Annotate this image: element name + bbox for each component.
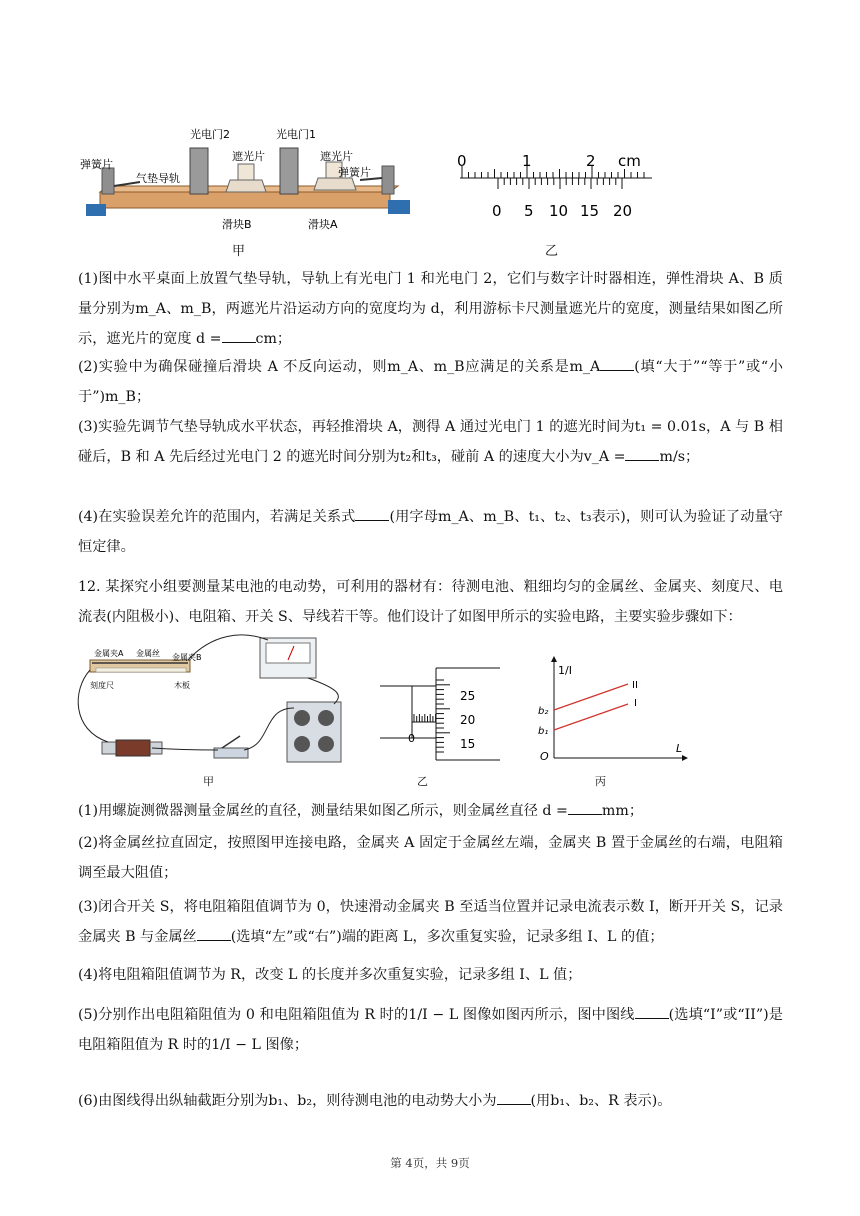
q12-step1: (1)用螺旋测微器测量金属丝的直径，测量结果如图乙所示，则金属丝直径 d = mm； — [78, 796, 783, 826]
q12-step4: (4)将电阻箱阻值调节为 R，改变 L 的长度并多次重复实验，记录多组 I、L 值； — [78, 967, 582, 983]
blank-q11-2[interactable] — [600, 356, 634, 371]
q12-step3: (3)闭合开关 S，将电阻箱阻值调节为 0，快速滑动金属夹 B 至适当位置并记录电流表示数 I，断开开关 S，记录金属夹 B 与金属丝 (选填“左”或“右”)端的距离 L，多次重复实验，记录多组 I、L 的值； — [78, 899, 783, 945]
sleeve-scale-ticks — [414, 714, 436, 722]
blank-q11-1[interactable] — [222, 328, 256, 343]
y-axis-label: 1/I — [558, 664, 572, 677]
q11-part2: (2)实验中为确保碰撞后滑块 A 不反向运动，则m_A、m_B应满足的关系是m_A (填“大于”“等于”或“小于”)m_B； — [78, 352, 783, 412]
main-unit: cm — [618, 152, 641, 170]
label-spring-right: 弹簧片 — [338, 166, 371, 179]
blank-q12-5[interactable] — [635, 1004, 669, 1019]
caption-q12-bing: 丙 — [595, 775, 606, 788]
line-I-label: I — [634, 698, 637, 709]
blank-q12-3[interactable] — [197, 926, 231, 941]
vernier-label-10: 10 — [549, 202, 569, 220]
line-II — [554, 684, 628, 710]
caption-q12-yi: 乙 — [417, 775, 428, 788]
label-gate1: 光电门1 — [276, 128, 316, 141]
circuit-figure — [72, 630, 362, 765]
thimble-label-15: 15 — [460, 737, 476, 751]
q11-part3: (3)实验先调节气垫导轨成水平状态，再轻推滑块 A，测得 A 通过光电门 1 的遮光时间为t₁ = 0.01s，A 与 B 相碰后，B 和 A 先后经过光电门 2 的遮光时间分别为t₂和t₃，碰前 A 的速度大小为v_A = m/s； — [78, 419, 783, 465]
origin-label: O — [540, 750, 549, 763]
vernier-label-5: 5 — [524, 202, 534, 220]
vernier-label-0: 0 — [492, 202, 502, 220]
vernier-label-20: 20 — [613, 202, 633, 220]
q12-step2: (2)将金属丝拉直固定，按照图甲连接电路，金属夹 A 固定于金属丝左端，金属夹 B 置于金属丝的右端，电阻箱调至最大阻值； — [78, 835, 783, 881]
page-footer: 第 4页，共 9页 — [390, 1156, 470, 1170]
graph-figure — [532, 652, 692, 766]
x-axis-label: L — [676, 742, 683, 755]
main-label-2: 2 — [586, 152, 596, 170]
main-label-0: 0 — [457, 152, 467, 170]
label-shade-left: 遮光片 — [232, 150, 265, 163]
line-I — [554, 704, 628, 730]
label-ruler: 刻度尺 — [90, 681, 114, 690]
label-gate2: 光电门2 — [190, 128, 230, 141]
blank-q12-1[interactable] — [568, 800, 602, 815]
label-board: 木板 — [174, 681, 190, 690]
q12-step6: (6)由图线得出纵轴截距分别为b₁、b₂，则待测电池的电动势大小为 (用b₁、b₂、R 表示)。 — [78, 1086, 783, 1116]
label-clip-a: 金属夹A — [94, 649, 124, 658]
thimble-label-20: 20 — [460, 713, 476, 727]
label-slider-a: 滑块A — [308, 218, 338, 231]
caption-q12-jia: 甲 — [203, 775, 214, 788]
label-slider-b: 滑块B — [222, 218, 252, 231]
caption-top-jia: 甲 — [232, 244, 246, 259]
label-spring-left: 弹簧片 — [80, 158, 113, 171]
vernier-caliper-figure — [452, 148, 657, 226]
q12-intro: 12. 某探究小组要测量某电池的电动势，可利用的器材有：待测电池、粗细均匀的金属丝、金属夹、刻度尺、电流表(内阻极小)、电阻箱、开关 S、导线若干等。他们设计了如图甲所示的实验电路，主要实验步骤如下： — [78, 579, 783, 625]
blank-q11-4[interactable] — [355, 506, 389, 521]
b2-label: b₂ — [538, 706, 549, 717]
label-wire: 金属丝 — [136, 649, 160, 658]
main-label-1: 1 — [522, 152, 532, 170]
micrometer-figure — [376, 666, 501, 762]
vernier-scale-ticks — [498, 178, 622, 189]
q11-part4: (4)在实验误差允许的范围内，若满足关系式 (用字母m_A、m_B、t₁、t₂、t₃表示)，则可认为验证了动量守恒定律。 — [78, 502, 783, 562]
blank-q12-6[interactable] — [497, 1090, 531, 1105]
label-shade-right: 遮光片 — [320, 150, 353, 163]
vernier-label-15: 15 — [580, 202, 600, 220]
thimble-label-25: 25 — [460, 689, 476, 703]
air-track-figure — [80, 120, 420, 235]
b1-label: b₁ — [538, 726, 549, 737]
sleeve-zero: 0 — [408, 732, 415, 745]
label-clip-b: 金属夹B — [172, 653, 202, 662]
q11-part1: (1)图中水平桌面上放置气垫导轨，导轨上有光电门 1 和光电门 2，它们与数字计时器相连，弹性滑块 A、B 质量分别为m_A、m_B，两遮光片沿运动方向的宽度均为 d，利用游标卡尺测量遮光片的宽度，测量结果如图乙所示，遮光片的宽度 d = cm； — [78, 271, 783, 347]
caption-top-yi: 乙 — [545, 244, 559, 259]
q12-step5: (5)分别作出电阻箱阻值为 0 和电阻箱阻值为 R 时的1/I − L 图像如图丙所示，图中图线 (选填“I”或“II”)是电阻箱阻值为 R 时的1/I − L 图像； — [78, 1000, 783, 1060]
blank-q11-3[interactable] — [625, 446, 659, 461]
line-II-label: II — [632, 680, 638, 691]
main-scale-ticks — [462, 166, 644, 178]
label-air-track: 气垫导轨 — [136, 172, 180, 185]
